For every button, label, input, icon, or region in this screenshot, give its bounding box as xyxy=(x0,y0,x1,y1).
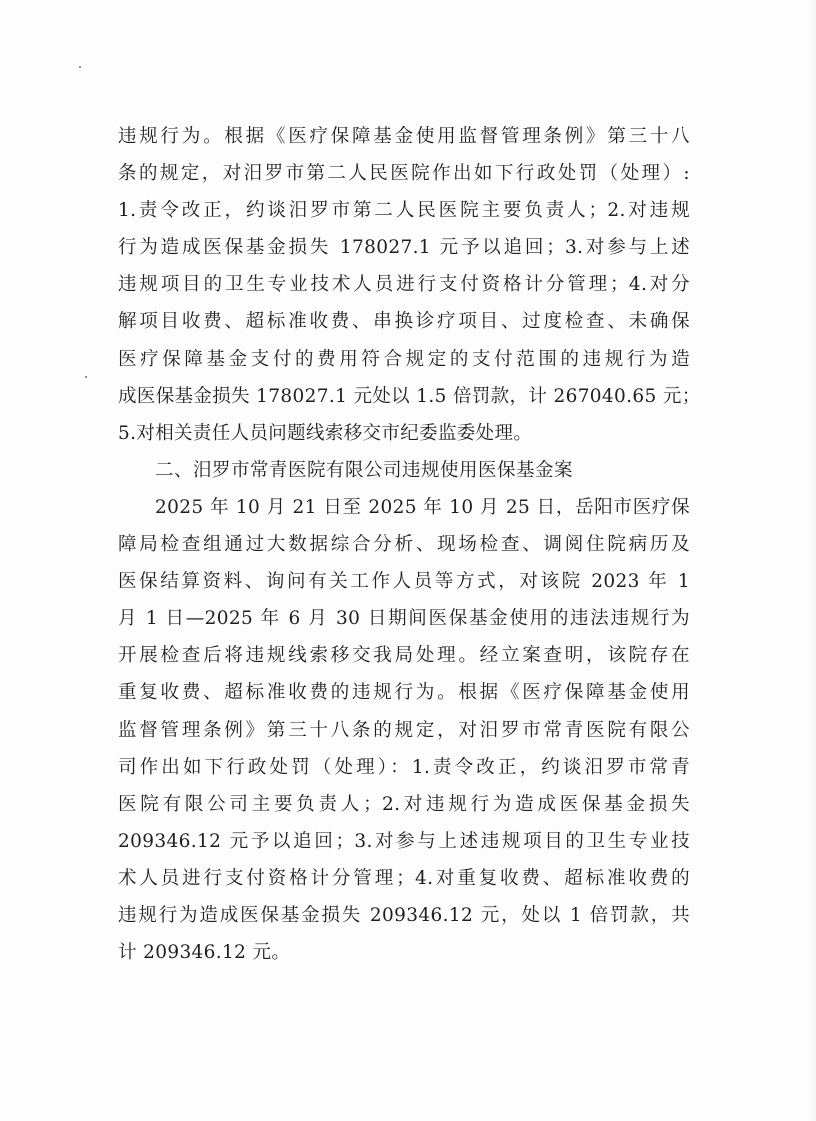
body-line: 医保结算资料、询问有关工作人员等方式，对该院 2023 年 1 xyxy=(118,571,690,593)
body-line: 监督管理条例》第三十八条的规定，对汨罗市常青医院有限公 xyxy=(118,719,690,741)
scan-speck xyxy=(85,376,87,378)
body-line: 医疗保障基金支付的费用符合规定的支付范围的违规行为造 xyxy=(118,348,690,370)
body-line: 医院有限公司主要负责人；2.对违规行为造成医保基金损失 xyxy=(118,793,690,815)
scan-edge-shadow xyxy=(806,0,816,1121)
body-line: 司作出如下行政处罚（处理）：1.责令改正，约谈汨罗市常青 xyxy=(118,756,690,778)
body-line: 障局检查组通过大数据综合分析、现场检查、调阅住院病历及 xyxy=(118,534,690,556)
body-line: 条的规定，对汨罗市第二人民医院作出如下行政处罚（处理）: xyxy=(118,163,690,185)
body-line: 2025 年 10 月 21 日至 2025 年 10 月 25 日，岳阳市医疗保 xyxy=(155,496,690,518)
body-line: 违规项目的卫生专业技术人员进行支付资格计分管理；4.对分 xyxy=(118,274,690,296)
body-line: 月 1 日—2025 年 6 月 30 日期间医保基金使用的违法违规行为 xyxy=(118,608,690,630)
body-line: 术人员进行支付资格计分管理；4.对重复收费、超标准收费的 xyxy=(118,867,690,889)
body-line: 违规行为造成医保基金损失 209346.12 元，处以 1 倍罚款，共 xyxy=(118,904,690,926)
body-line: 违规行为。根据《医疗保障基金使用监督管理条例》第三十八 xyxy=(118,126,690,147)
body-line: 开展检查后将违规线索移交我局处理。经立案查明，该院存在 xyxy=(118,645,690,667)
document-body xyxy=(118,118,701,971)
section-heading: 二、汨罗市常青医院有限公司违规使用医保基金案 xyxy=(155,459,574,481)
body-line: 行为造成医保基金损失 178027.1 元予以追回；3.对参与上述 xyxy=(118,237,690,259)
body-line: 1.责令改正，约谈汨罗市第二人民医院主要负责人；2.对违规 xyxy=(118,200,690,222)
body-line: 成医保基金损失 178027.1 元处以 1.5 倍罚款，计 267040.65 元； xyxy=(118,385,701,407)
scan-speck xyxy=(79,66,81,68)
body-line: 重复收费、超标准收费的违规行为。根据《医疗保障基金使用 xyxy=(118,682,690,704)
body-line: 5.对相关责任人员问题线索移交市纪委监委处理。 xyxy=(118,422,533,444)
body-line: 计 209346.12 元。 xyxy=(118,942,291,964)
body-line: 209346.12 元予以追回；3.对参与上述违规项目的卫生专业技 xyxy=(118,830,690,852)
body-line: 解项目收费、超标准收费、串换诊疗项目、过度检查、未确保 xyxy=(118,311,690,333)
